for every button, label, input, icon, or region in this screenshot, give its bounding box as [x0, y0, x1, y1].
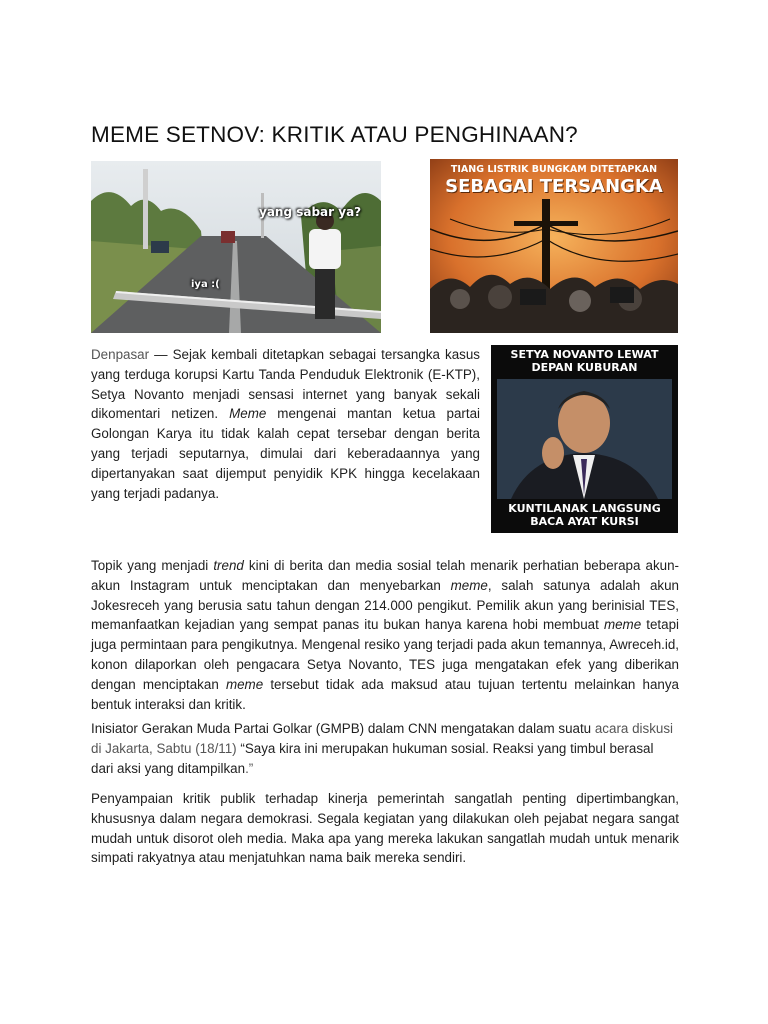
- intro-text-a: — Sejak kembali ditetapkan sebagai tersangka kasus yang terduga korupsi Kartu Tanda Penduduk Elektronik (E-KTP), Setya Novanto menjadi sensasi internet yang banyak sekali dikomentari netizen.: [91, 347, 480, 422]
- setya-meme-bottom-line2: BACA AYAT KURSI: [530, 515, 639, 528]
- setya-meme-image: [491, 345, 678, 533]
- road-meme-image: [91, 161, 381, 333]
- pole-meme-caption-line2: SEBAGAI TERSANGKA: [445, 176, 663, 197]
- p2-text-e: tersebut tidak ada maksud atau tujuan tertentu melainkan hanya bentuk interaksi dan kritik.: [91, 676, 679, 712]
- setya-meme-top-line2: DEPAN KUBURAN: [531, 361, 638, 374]
- p2-text-c: , salah satunya adalah akun Jokesreceh yang berusia satu tahun dengan 214.000 pengikut. Pemilik akun yang berinisial TES, memanfaatkan kejadian yang sempat panas itu bukan hanya karena hobi membuat: [91, 577, 680, 633]
- pole-meme-image: [430, 159, 678, 333]
- article-title: MEME SETNOV: KRITIK ATAU PENGHINAAN?: [91, 122, 578, 147]
- location-label: Denpasar: [91, 347, 150, 362]
- intro-text-b: mengenai mantan ketua partai Golongan Karya itu tidak kalah cepat tersebar dengan berita yang terjadi seputarnya, dimulai dari keberadaannya yang dipertanyakan saat dijemput penyidik KPK hingga kecelakaan yang terjadi padanya.: [91, 406, 480, 501]
- p2-em-meme-1: meme: [450, 577, 488, 593]
- setya-meme-top-line1: SETYA NOVANTO LEWAT: [510, 348, 659, 361]
- p3-light-a: acara diskusi di Jakarta, Sabtu (18/11): [91, 721, 674, 756]
- p2-em-meme-2: meme: [603, 617, 642, 633]
- intro-em-meme: Meme: [229, 406, 267, 422]
- road-meme-caption-top: yang sabar ya?: [259, 205, 362, 219]
- road-scene-illustration: [91, 161, 381, 333]
- setya-meme-bottom-line1: KUNTILANAK LANGSUNG: [508, 502, 661, 515]
- p3-quote: “Saya kira ini merupakan hukuman sosial. Reaksi yang timbul berasal dari aksi yang ditampilkan: [91, 740, 654, 776]
- paragraph-critique: Penyampaian kritik publik terhadap kinerja pemerintah sangatlah penting dipertimbangkan, khususnya dalam negara demokrasi. Segala kegiatan yang dilakukan oleh pejabat negara sangat mudah untuk disorot oleh media. Maka apa yang mereka lakukan sangatlah mudah untuk menarik simpati rakyatnya atau menjatuhkan nama baik mereka sendiri.: [91, 791, 679, 866]
- p2-em-meme-3: meme: [225, 676, 264, 692]
- p2-text-d: tetapi juga permintaan para pengikutnya. Mengenal resiko yang terjadi pada akun temannya, Awreceh.id, konon dilaporkan oleh pengacara Setya Novanto, TES juga mengatakan efek yang diberikan dengan menciptakan: [91, 617, 679, 692]
- paragraph-gmpb: [91, 719, 679, 778]
- road-meme-caption-bottom: iya :(: [191, 279, 220, 290]
- p2-em-trend: trend: [213, 558, 244, 573]
- paragraph-intro: [91, 345, 480, 503]
- pole-meme-caption-line1: TIANG LISTRIK BUNGKAM DITETAPKAN: [450, 164, 658, 175]
- paragraph-trend: [91, 556, 679, 714]
- p2-text-a: Topik yang menjadi: [91, 558, 214, 573]
- p3-text-a: Inisiator Gerakan Muda Partai Golkar (GMPB) dalam CNN mengatakan dalam suatu: [91, 721, 595, 736]
- p2-text-b: kini di berita dan media sosial telah menarik perhatian beberapa akun-akun Instagram untuk menciptakan dan menyebarkan: [91, 558, 679, 593]
- p3-quote-end: .”: [245, 760, 254, 776]
